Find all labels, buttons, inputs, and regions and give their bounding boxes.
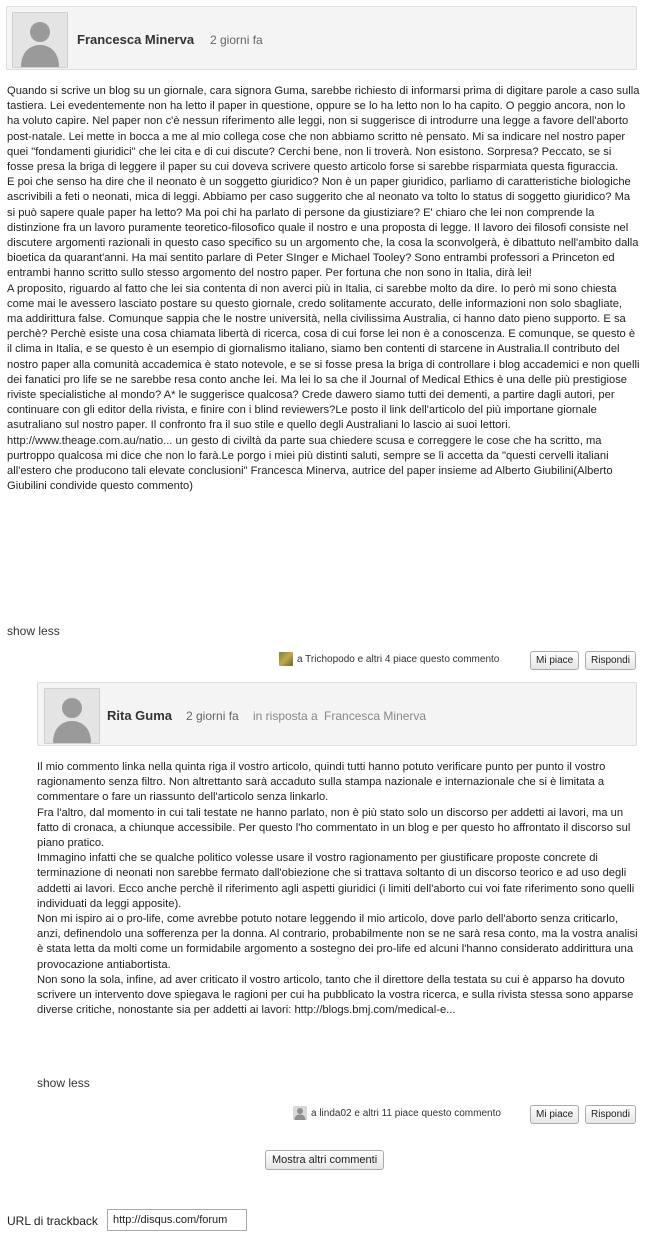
- likes-text: a linda02 e altri 11 piace questo commento: [311, 1107, 501, 1119]
- in-reply-prefix: in risposta a: [253, 709, 318, 723]
- comment-timestamp[interactable]: 2 giorni fa: [210, 33, 263, 47]
- comment-header: [6, 6, 637, 70]
- reply-button[interactable]: Rispondi: [585, 651, 636, 670]
- like-button[interactable]: Mi piace: [530, 1105, 579, 1124]
- avatar[interactable]: [12, 12, 68, 68]
- default-avatar-icon: [45, 689, 99, 743]
- reply-button[interactable]: Rispondi: [585, 1105, 636, 1124]
- in-reply-author-link[interactable]: Francesca Minerva: [324, 709, 427, 723]
- comment-paragraph: Quando si scrive un blog su un giornale, cara signora Guma, sarebbe richiesto di informarsi prima di digitare parole a caso sulla tastiera. Lei evedentemente non ha letto il paper in questione, oppure se lo ha letto non lo ha capito. O peggio ancora, non lo ha voluto capire. Nel paper non c'è nessun riferimento alle leggi, non si suggerisce di introdurre una legge a favore dell'aborto post-natale. Lei mette in bocca a me al mio collega cose che non abbiamo scritto nè pensato. Mi sa indicare nel nostro paper quei "fondamenti giuridici" che lei cita e di cui discute? Cerchi bene, non li troverà. Non esistono. Sorpresa? Peccato, se si fosse presa la briga di leggere il paper su cui doveva scrivere questo articolo forse si sarebbe risparmiata questa figuraccia.: [7, 85, 640, 174]
- comment-paragraph: A proposito, riguardo al fatto che lei sia contenta di non averci più in Italia, ci sarebbe molto da dire. Io però mi sono chiesta come mai le avessero lasciato postare su questo giornale, credo solitamente accurato, delle informazioni non solo sbagliate, ma addirittura false. Comunque sappia che le nostre università, nella civilissima Australia, ci hanno dato pieno supporto. E sa perchè? Perchè esiste una cosa chiamata libertà di ricerca, cosa di cui forse lei non è a conoscenza. E comunque, se questo è il clima in Italia, e se questo è un esempio di giornalismo italiano, siamo ben contenti di starcene in Australia.Il contributo del nostro paper alla comunità accademica è stato notevole, e se si fosse presa la briga di controllare i blog accademici e non quelli dei fanatici pro life se ne sarebbe resa conto anche lei. Ma lei lo sa che il Journal of Medical Ethics è una delle più prestigiose riviste specialistiche al mondo? A* le suggerisce qualcosa? Crede dawero siamo tutti dei dementi, a partire dagli autori, per continuare con gli editor della rivista, e finire con i blind reviewers?Le posto il link dell'articolo del più importane giornale asutraliano sul nostro paper. Il confronto fra il suo stile e quello degli Australiani lo lascio ai suoi lettori. http://www.theage.com.au/natio... un gesto di civiltà da parte sua chiedere scusa e correggere le cose che ha scritto, ma purtroppo qualcosa mi dice che non lo farà.Le porgo i miei più distinti saluti, sempre se lì accetta da "questi cervelli italiani all'estero che producono tali elevate conclusioni" Francesca Minerva, autrice del paper insieme ad Alberto Giubilini(Alberto Giubilini condivide questo commento): [7, 282, 640, 493]
- comment-paragraph: Non mi ispiro ai o pro-life, come avrebbe potuto notare leggendo il mio articolo, dove parlo dell'aborto senza criticarlo, anzi, definendolo una sofferenza per la donna. Al contrario, probabilmente non se ne sarà resa conto, ma la vostra analisi è stata letta da molti come un formidabile argomento a sostegno dei pro-life ed alcuni l'hanno considerato addirittura una provocazione antiabortista.: [37, 913, 638, 971]
- comment-author[interactable]: Rita Guma: [107, 708, 173, 723]
- show-less-link[interactable]: show less: [7, 624, 60, 638]
- likes-text: a Trichopodo e altri 4 piace questo commento: [297, 653, 500, 665]
- comment-body: [37, 760, 641, 1018]
- comment-author[interactable]: Francesca Minerva: [77, 32, 195, 47]
- default-avatar-icon: [13, 13, 67, 67]
- comment-paragraph: Il mio commento linka nella quinta riga il vostro articolo, quindi tutti hanno potuto verificare punto per punto il vostro ragionamento senza filtro. Non altrettanto sarà accaduto sulla stampa nazionale e internazionale che si è limitata a commentare o fare un riassunto dell'articolo senza linkarlo.: [37, 761, 606, 804]
- comment-paragraph: E poi che senso ha dire che il neonato è un soggetto giuridico? Non è un paper giuridico, parliamo di caratteristiche biologiche ascrivibili a feti o neonati, mica di leggi. Abbiamo per caso suggerito che al neonato va tolto lo status di soggetto giuridico? Ma si può sapere quale paper ha letto? Ma poi chi ha parlato di persone da giustiziare? E' chiaro che lei non comprende la distinzione fra un lavoro puramente teoretico-filosofico quale il nostro e una proposta di legge. Il lavoro dei filosofi consiste nel discutere argomenti razionali in questo caso specifico su un argomento che, la cosa la sconvolgerà, è dibattuto nell'ambito dalla bioetica da quarant'anni. Ha mai sentito parlare di Peter SInger e Michael Tooley? Sono entrambi professori a Princeton ed entrambi hanno scritto sullo stesso argomento del nostro paper. Per fortuna che non sono in Italia, dirà lei!: [7, 176, 639, 280]
- comment-body: [7, 84, 640, 494]
- comment-paragraph: Non sono la sola, infine, ad aver criticato il vostro articolo, tanto che il direttore della testata su cui è apparso ha dovuto scrivere un intervento dove spiegava le ragioni per cui ha pubblicato la vostra ricerca, e sulla rivista stessa sono apparse diverse critiche, nonostante sia per addetti ai lavori: http://blogs.bmj.com/medical-e...: [37, 973, 634, 1017]
- trackback-label: URL di trackback: [7, 1214, 98, 1228]
- show-less-link[interactable]: show less: [37, 1076, 90, 1090]
- comment-timestamp[interactable]: 2 giorni fa: [186, 709, 239, 723]
- comment-paragraph: Fra l'altro, dal momento in cui tali testate ne hanno parlato, non è più stato solo un discorso per addetti ai lavori, ma un fatto di cronaca, a chiunque accessibile. Per questo l'ho commentato in un blog e per questo ho affrontato il discorso sul piano pratico.: [37, 806, 631, 850]
- default-avatar-small-icon: [293, 1106, 307, 1120]
- likes-summary[interactable]: [293, 1106, 501, 1120]
- avatar[interactable]: [44, 688, 100, 744]
- comment-paragraph: Immagino infatti che se qualche politico volesse usare il vostro ragionamento per giustificare proposte concrete di terminazione di neonati non sarebbe fermato dall'obiezione che si trattava soltanto di un discorso teorico e ad uso degli addetti ai lavori. Ecco anche perchè il riferimento agli aspetti giuridici (i limiti dell'aborto cui voi fate riferimento sono quelli individuati da leggi apposite).: [37, 852, 635, 910]
- like-button[interactable]: Mi piace: [530, 651, 579, 670]
- user-photo-thumbnail-icon: [279, 652, 293, 666]
- in-reply-to: [253, 709, 426, 723]
- comment-header: [37, 682, 637, 746]
- likes-summary[interactable]: [279, 652, 499, 666]
- more-comments-button[interactable]: Mostra altri commenti: [265, 1150, 384, 1170]
- trackback-url-field[interactable]: [107, 1209, 247, 1231]
